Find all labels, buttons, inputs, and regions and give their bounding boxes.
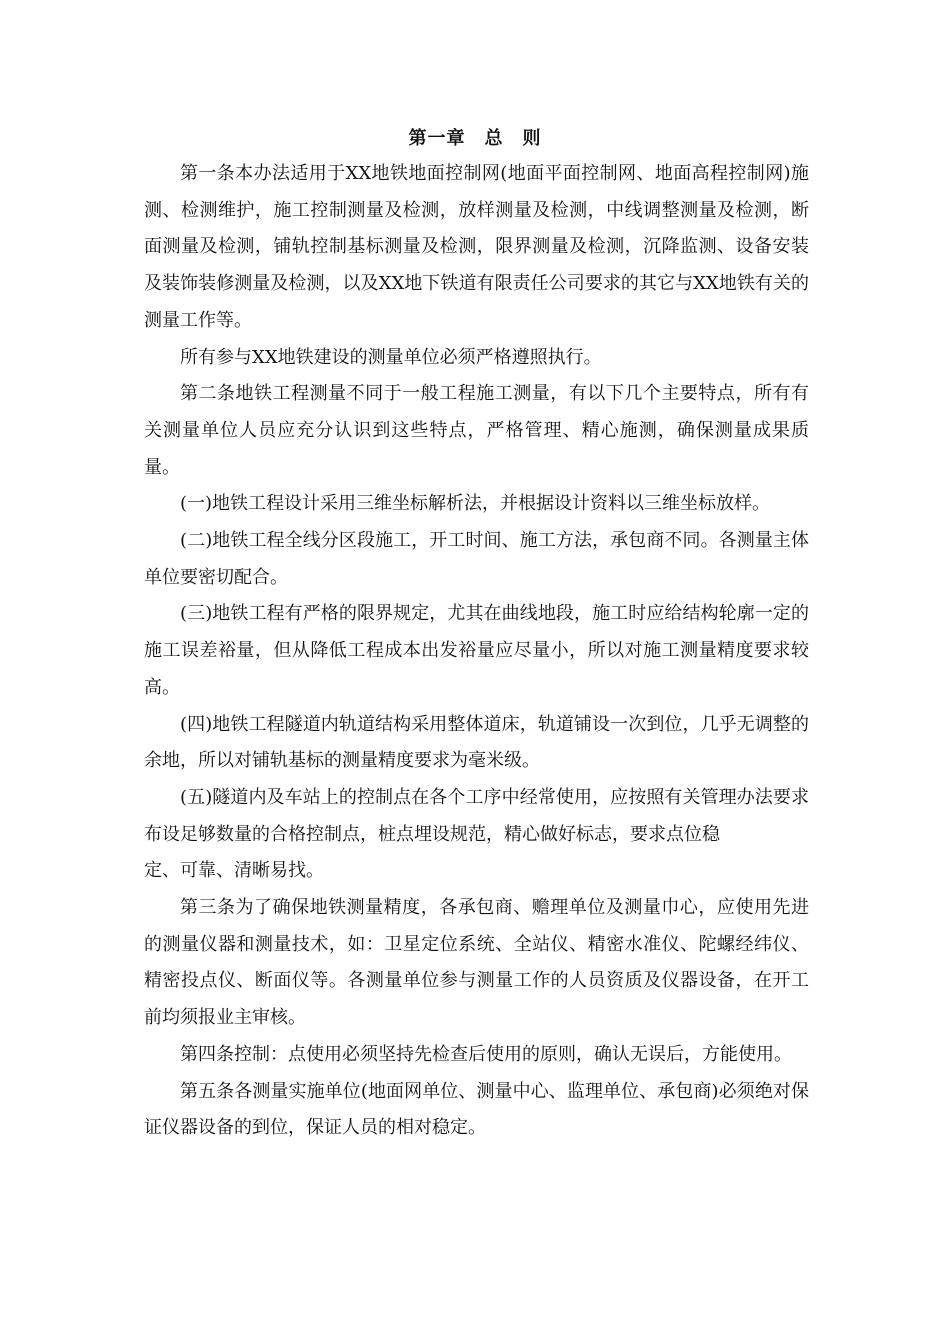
chapter-title: 第一章 总 则	[408, 128, 542, 149]
paragraph-article-1: 第一条本办法适用于XX地铁地面控制网(地面平面控制网、地面高程控制网)施测、检测维护，施工控制测量及检测，放样测量及检测，中线调整测量及检测，断面测量及检测，铺轨控制基标测量及检测，限界测量及检测，沉降监测、设备安装及装饰装修测量及检测，以及XX地下铁道有限责任公司要求的其它与XX地铁有关的测量工作等。	[144, 163, 809, 331]
paragraph-article-5: 第五条各测量实施单位(地面网单位、测量中心、监理单位、承包商)必须绝对保证仪器设备的到位，保证人员的相对稳定。	[144, 1080, 809, 1139]
paragraph-item-4: (四)地铁工程隧道内轨道结构采用整体道床，轨道铺设一次到位，几乎无调整的余地，所以对铺轨基标的测量精度要求为毫米级。	[144, 713, 809, 772]
document-body	[144, 156, 809, 1147]
paragraph-article-2: 第二条地铁工程测量不同于一般工程施工测量，有以下几个主要特点，所有有关测量单位人员应充分认识到这些特点，严格管理、精心施测，确保测量成果质量。	[144, 383, 809, 478]
paragraph-article-4: 第四条控制：点使用必须坚持先检查后使用的原则，确认无误后，方能使用。	[180, 1043, 792, 1065]
paragraph-compliance: 所有参与XX地铁建设的测量单位必须严格遵照执行。	[180, 346, 602, 368]
paragraph-item-2: (二)地铁工程全线分区段施工，开工时间、施工方法，承包商不同。各测量主体单位要密切配合。	[144, 530, 809, 588]
paragraph-item-5: (五)隧道内及车站上的控制点在各个工序中经常使用，应按照有关管理办法要求布设足够数量的合格控制点，桩点埋设规范，精心做好标志，要求点位稳	[144, 786, 809, 845]
paragraph-item-5-continued: 定、可靠、清晰易找。	[144, 860, 324, 882]
paragraph-item-3: (三)地铁工程有严格的限界规定，尤其在曲线地段，施工时应给结构轮廓一定的施工误差裕量，但从降低工程成本出发裕量应尽量小，所以对施工测量精度要求较高。	[144, 603, 809, 698]
paragraph-item-1: (一)地铁工程设计采用三维坐标解析法，并根据设计资料以三维坐标放样。	[180, 493, 771, 515]
paragraph-article-3: 第三条为了确保地铁测量精度，各承包商、赡理单位及测量巾心，应使用先进的测量仪器和测量技术，如：卫星定位系统、全站仪、精密水准仪、陀螺经纬仪、精密投点仪、断面仪等。各测量单位参与测量工作的人员资质及仪器设备，在开工前均须报业主审核。	[144, 897, 809, 1029]
